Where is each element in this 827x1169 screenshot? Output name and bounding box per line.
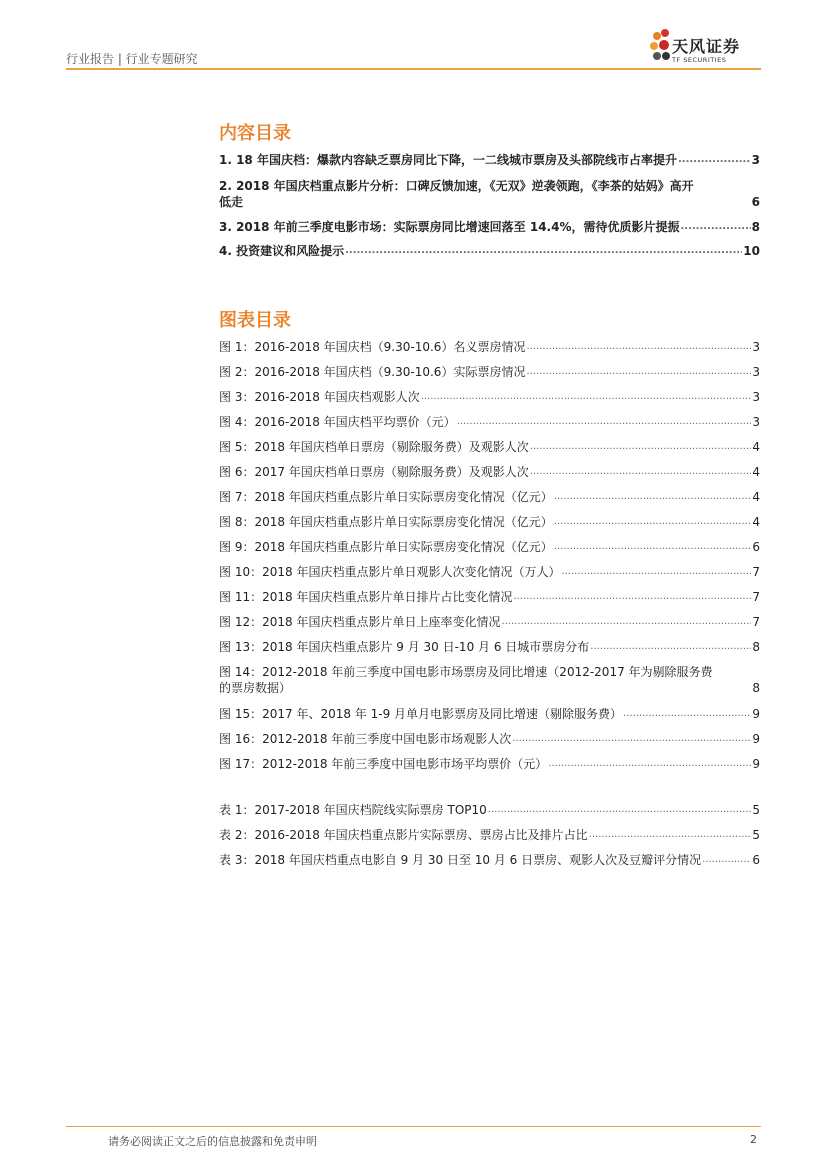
footer-disclaimer: 请务必阅读正文之后的信息披露和免责申明 bbox=[108, 1135, 317, 1148]
leader-dots bbox=[457, 414, 752, 430]
figure-entry[interactable] bbox=[219, 589, 760, 605]
leader-dots bbox=[526, 364, 751, 380]
figure-page: 9 bbox=[752, 707, 760, 721]
figure-entry[interactable] bbox=[219, 706, 760, 722]
figure-page: 7 bbox=[752, 565, 760, 579]
figure-label: 图 4：2016-2018 年国庆档平均票价（元） bbox=[219, 415, 456, 429]
figure-page: 4 bbox=[752, 490, 760, 504]
leader-dots bbox=[530, 439, 752, 455]
table-page: 5 bbox=[752, 828, 760, 842]
figure-entry[interactable] bbox=[219, 664, 760, 696]
figure-label: 图 10：2018 年国庆档重点影片单日观影人次变化情况（万人） bbox=[219, 565, 561, 579]
brand-subtitle: TF SECURITIES bbox=[672, 56, 727, 64]
leader-dots bbox=[488, 802, 752, 818]
figure-entry[interactable] bbox=[219, 489, 760, 505]
figure-page: 7 bbox=[752, 615, 760, 629]
figure-page: 8 bbox=[752, 681, 760, 695]
figure-entry[interactable] bbox=[219, 731, 760, 747]
brand-name: 天风证券 bbox=[672, 37, 741, 56]
figure-entry[interactable] bbox=[219, 514, 760, 530]
leader-dots bbox=[421, 389, 752, 405]
figure-entry[interactable] bbox=[219, 614, 760, 630]
figure-label: 图 9：2018 年国庆档重点影片单日实际票房变化情况（亿元） bbox=[219, 540, 553, 554]
toc-entry-3[interactable] bbox=[219, 219, 760, 235]
figure-entry[interactable] bbox=[219, 539, 760, 555]
leader-dots bbox=[501, 614, 751, 630]
figure-page: 6 bbox=[752, 540, 760, 554]
figures-title: 图表目录 bbox=[219, 310, 291, 331]
toc-entry-page: 8 bbox=[751, 220, 760, 234]
toc-entry-page: 6 bbox=[751, 195, 760, 209]
table-label: 表 1：2017-2018 年国庆档院线实际票房 TOP10 bbox=[219, 803, 487, 817]
figure-entry[interactable] bbox=[219, 756, 760, 772]
leader-dots bbox=[590, 639, 751, 655]
toc-entry-4[interactable] bbox=[219, 243, 760, 259]
figure-label: 图 5：2018 年国庆档单日票房（剔除服务费）及观影人次 bbox=[219, 440, 529, 454]
figure-label: 图 16：2012-2018 年前三季度中国电影市场观影人次 bbox=[219, 732, 512, 746]
figure-page: 7 bbox=[752, 590, 760, 604]
figure-entry[interactable] bbox=[219, 364, 760, 380]
table-entry[interactable] bbox=[219, 802, 760, 818]
toc-entry-label: 1. 18 年国庆档：爆款内容缺乏票房同比下降，一二线城市票房及头部院线市占率提升 bbox=[219, 153, 677, 167]
table-page: 5 bbox=[752, 803, 760, 817]
leader-dots bbox=[561, 564, 751, 580]
toc-entry-label-cont: 低走 bbox=[219, 195, 244, 209]
figure-label: 图 3：2016-2018 年国庆档观影人次 bbox=[219, 390, 420, 404]
leader-dots bbox=[623, 706, 751, 722]
figure-label: 图 1：2016-2018 年国庆档（9.30-10.6）名义票房情况 bbox=[219, 340, 526, 354]
toc-entry-label: 3. 2018 年前三季度电影市场：实际票房同比增速回落至 14.4%，需待优质影片提振 bbox=[219, 220, 680, 234]
leader-dots bbox=[554, 539, 752, 555]
leader-dots bbox=[345, 243, 742, 259]
figure-page: 3 bbox=[752, 365, 760, 379]
figure-entry[interactable] bbox=[219, 414, 760, 430]
figure-label: 图 15：2017 年、2018 年 1-9 月单月电影票房及同比增速（剔除服务费） bbox=[219, 707, 623, 721]
figure-label: 图 13：2018 年国庆档重点影片 9 月 30 日-10 月 6 日城市票房分布 bbox=[219, 640, 590, 654]
leader-dots bbox=[512, 731, 751, 747]
toc-entry-label: 4. 投资建议和风险提示 bbox=[219, 244, 345, 258]
toc-entry-page: 3 bbox=[751, 153, 760, 167]
figure-page: 4 bbox=[752, 465, 760, 479]
toc-title: 内容目录 bbox=[219, 123, 291, 144]
figure-page: 3 bbox=[752, 390, 760, 404]
figure-entry[interactable] bbox=[219, 639, 760, 655]
figure-page: 3 bbox=[752, 340, 760, 354]
leader-dots bbox=[530, 464, 752, 480]
footer-rule bbox=[66, 1126, 761, 1127]
leader-dots bbox=[589, 827, 752, 843]
toc-entry-2[interactable] bbox=[219, 178, 760, 210]
leader-dots bbox=[702, 852, 751, 868]
figure-label: 图 14：2012-2018 年前三季度中国电影市场票房及同比增速（2012-2017 年为剔除服务费 bbox=[219, 665, 713, 679]
leader-dots bbox=[526, 339, 751, 355]
figure-page: 4 bbox=[752, 515, 760, 529]
figure-page: 4 bbox=[752, 440, 760, 454]
leader-dots bbox=[554, 489, 752, 505]
figure-page: 9 bbox=[752, 732, 760, 746]
figure-entry[interactable] bbox=[219, 389, 760, 405]
figure-label: 图 7：2018 年国庆档重点影片单日实际票房变化情况（亿元） bbox=[219, 490, 553, 504]
figure-label: 图 12：2018 年国庆档重点影片单日上座率变化情况 bbox=[219, 615, 501, 629]
figure-page: 9 bbox=[752, 757, 760, 771]
figure-page: 8 bbox=[752, 640, 760, 654]
figure-label: 图 17：2012-2018 年前三季度中国电影市场平均票价（元） bbox=[219, 757, 548, 771]
figure-entry[interactable] bbox=[219, 339, 760, 355]
toc-entry-label: 2. 2018 年国庆档重点影片分析：口碑反馈加速，《无双》逆袭领跑，《李茶的姑妈》高开 bbox=[219, 179, 694, 193]
page-number: 2 bbox=[750, 1133, 757, 1146]
leader-dots bbox=[554, 514, 752, 530]
table-label: 表 3：2018 年国庆档重点电影自 9 月 30 日至 10 月 6 日票房、观影人次及豆瓣评分情况 bbox=[219, 853, 702, 867]
figure-label: 图 8：2018 年国庆档重点影片单日实际票房变化情况（亿元） bbox=[219, 515, 553, 529]
figure-label-cont: 的票房数据） bbox=[219, 681, 292, 695]
figure-page: 3 bbox=[752, 415, 760, 429]
table-page: 6 bbox=[752, 853, 760, 867]
toc-entry-page: 10 bbox=[743, 244, 760, 258]
figure-entry[interactable] bbox=[219, 564, 760, 580]
toc-entry-1[interactable] bbox=[219, 152, 760, 168]
figure-label: 图 6：2017 年国庆档单日票房（剔除服务费）及观影人次 bbox=[219, 465, 529, 479]
leader-dots bbox=[548, 756, 751, 772]
report-category: 行业报告 | 行业专题研究 bbox=[66, 52, 198, 66]
table-entry[interactable] bbox=[219, 852, 760, 868]
figure-entry[interactable] bbox=[219, 464, 760, 480]
leader-dots bbox=[680, 219, 750, 235]
table-entry[interactable] bbox=[219, 827, 760, 843]
table-label: 表 2：2016-2018 年国庆档重点影片实际票房、票房占比及排片占比 bbox=[219, 828, 588, 842]
leader-dots bbox=[678, 152, 751, 168]
leader-dots bbox=[513, 589, 751, 605]
figure-label: 图 11：2018 年国庆档重点影片单日排片占比变化情况 bbox=[219, 590, 513, 604]
header-rule bbox=[66, 68, 761, 70]
figure-entry[interactable] bbox=[219, 439, 760, 455]
figure-label: 图 2：2016-2018 年国庆档（9.30-10.6）实际票房情况 bbox=[219, 365, 526, 379]
